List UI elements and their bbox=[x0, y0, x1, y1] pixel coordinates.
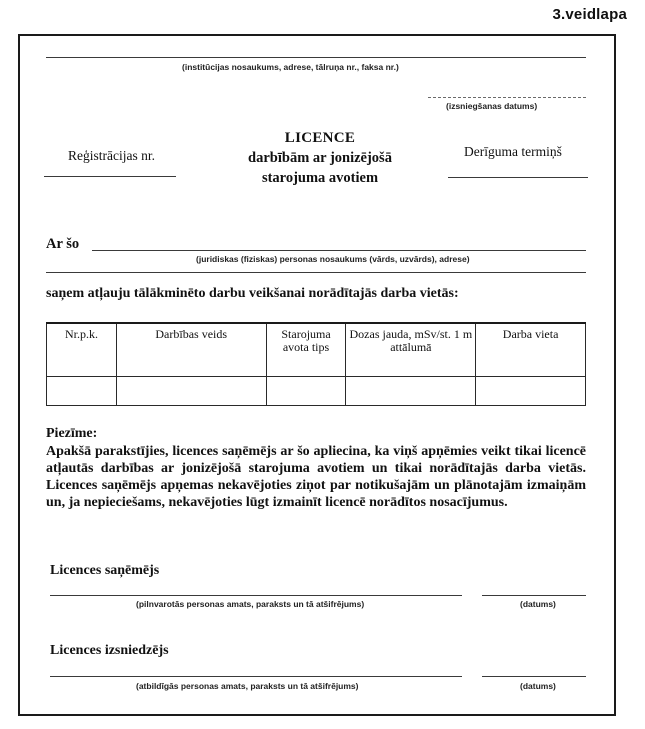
cell-nr[interactable] bbox=[47, 377, 117, 406]
validity-label: Derīguma termiņš bbox=[464, 144, 562, 159]
issuer-date-caption: (datums) bbox=[520, 681, 556, 691]
cell-dose-rate[interactable] bbox=[346, 377, 476, 406]
work-table-row bbox=[47, 377, 586, 406]
permission-text: saņem atļauju tālākminēto darbu veikšanai norādītajās darba vietās: bbox=[46, 286, 459, 301]
header-nr: Nr.p.k. bbox=[47, 323, 117, 377]
title-line-3: starojuma avotiem bbox=[261, 170, 379, 186]
institution-caption: (institūcijas nosaukums, adrese, tālruņa nr., faksa nr.) bbox=[182, 62, 399, 72]
issuer-date-line bbox=[482, 676, 586, 677]
cell-activity-type[interactable] bbox=[116, 377, 266, 406]
header-dose-rate: Dozas jauda, mSv/st. 1 m attālumā bbox=[346, 323, 476, 377]
issue-date-caption: (izsniegšanas datums) bbox=[446, 101, 538, 111]
license-title bbox=[150, 128, 490, 188]
recipient-signature-line bbox=[50, 595, 462, 596]
note-body: Apakšā parakstījies, licences saņēmējs ar šo apliecina, ka viņš apņēmies veikt tikai licencē atļautās darbības ar jonizējošā starojuma avotiem un tikai norādītajās darba vietās. Licences saņēmējs apņemas nekavējoties ziņot par notikušajām un plānotajām izmaiņām un, ja nepieciešams, nekavējoties lūgt izmainīt licencē norādītos nosacījumus. bbox=[46, 444, 586, 510]
issuer-label: Licences izsniedzējs bbox=[50, 643, 169, 658]
registration-label: Reģistrācijas nr. bbox=[68, 148, 155, 163]
title-line-1: LICENCE bbox=[284, 130, 356, 146]
header-activity-type: Darbības veids bbox=[116, 323, 266, 377]
cell-work-place[interactable] bbox=[476, 377, 586, 406]
recipient-label: Licences saņēmējs bbox=[50, 563, 160, 578]
recipient-date-line bbox=[482, 595, 586, 596]
holder-line bbox=[92, 250, 586, 251]
holder-label: Ar šo bbox=[46, 236, 80, 252]
holder-caption: (juridiskas (fiziskas) personas nosaukums (vārds, uzvārds), adrese) bbox=[196, 254, 470, 264]
work-table bbox=[46, 322, 586, 406]
institution-line bbox=[46, 57, 586, 58]
note-heading: Piezīme: bbox=[46, 426, 98, 441]
recipient-signature-caption: (pilnvarotās personas amats, paraksts un tā atšifrējums) bbox=[136, 599, 365, 609]
issuer-signature-line bbox=[50, 676, 462, 677]
title-line-2: darbībām ar jonizējošā bbox=[248, 150, 392, 166]
holder-line-2 bbox=[46, 272, 586, 273]
issuer-signature-caption: (atbildīgās personas amats, paraksts un tā atšifrējums) bbox=[136, 681, 359, 691]
issue-date-line bbox=[428, 97, 586, 98]
header-source-type: Starojuma avota tips bbox=[266, 323, 346, 377]
header-work-place: Darba vieta bbox=[476, 323, 586, 377]
form-code: 3.veidlapa bbox=[552, 6, 627, 23]
work-table-header-row bbox=[47, 323, 586, 377]
cell-source-type[interactable] bbox=[266, 377, 346, 406]
recipient-date-caption: (datums) bbox=[520, 599, 556, 609]
